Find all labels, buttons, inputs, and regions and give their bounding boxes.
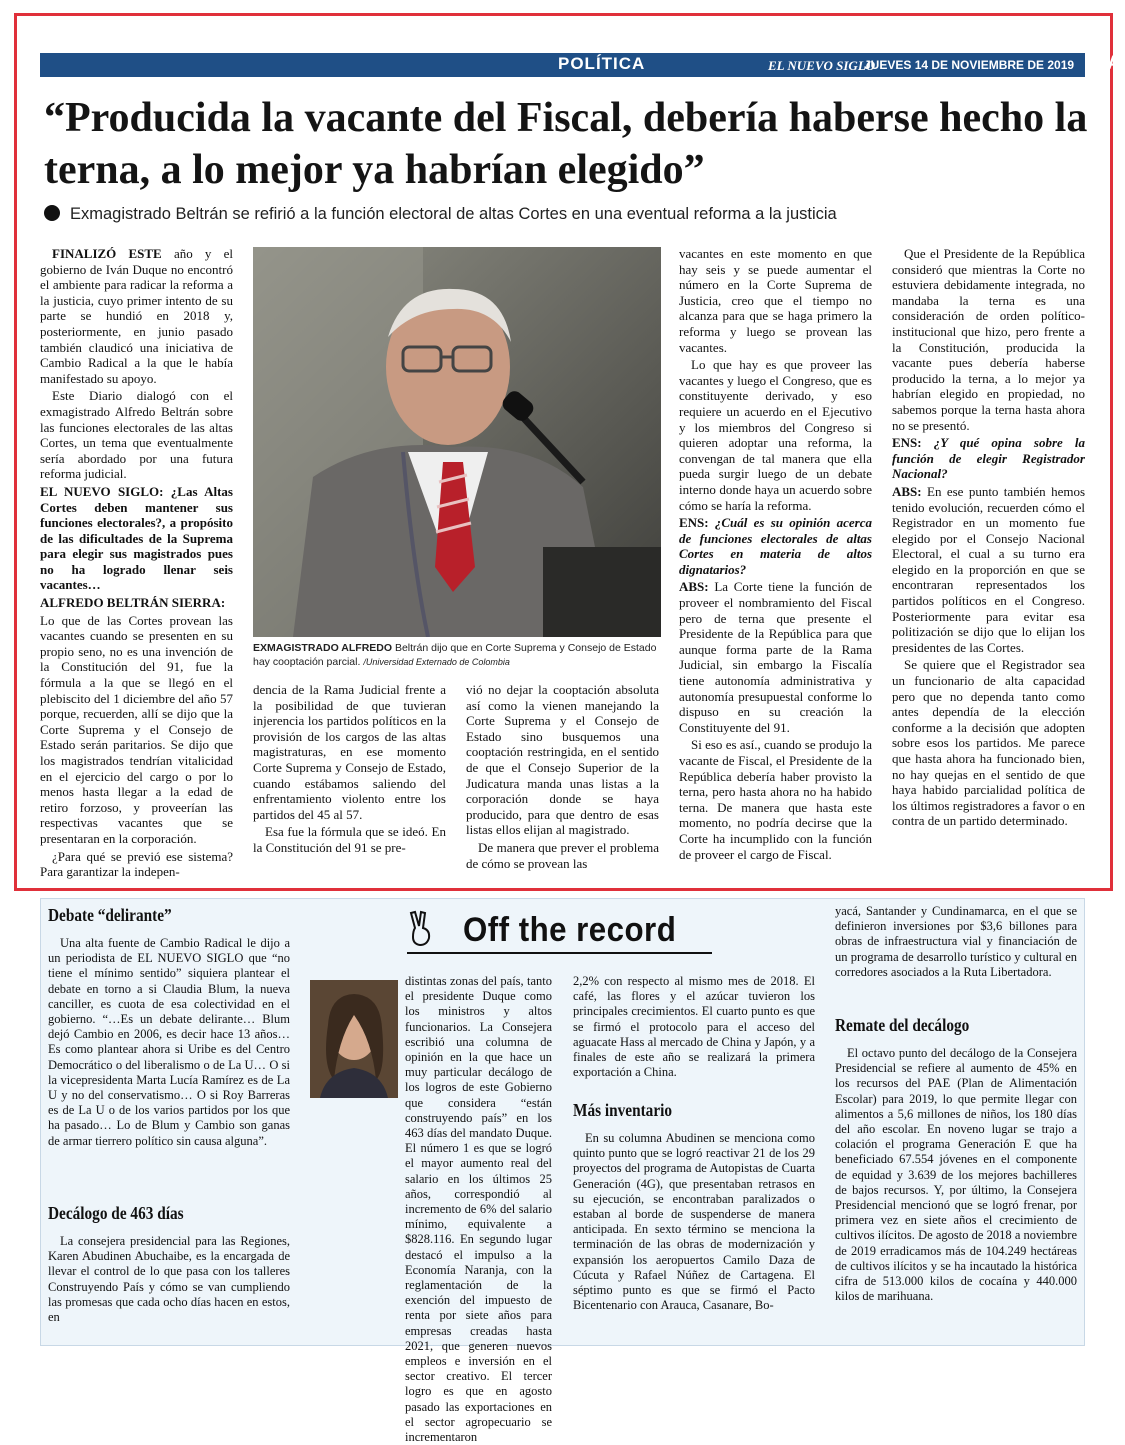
inventario-text-column [573,1131,815,1313]
article-column-3 [466,682,659,873]
interview-question: EL NUEVO SIGLO: ¿Las Altas Cortes deben mantener sus funciones electorales?, a propósito de las dificultades de la Suprema para elegir sus magistrados pues no ha logrado llenar seis vacantes… [40,483,233,593]
debate-text-column [48,936,290,1149]
debate-heading: Debate “delirante” [48,905,172,925]
article-headline: “Producida la vacante del Fiscal, debería haberse hecho la terna, a lo mejor ya habrían elegido” [44,95,1088,193]
paragraph: Que el Presidente de la República consideró que mientras la Corte no estuviera debidamente integrada, no mandaba la terna es una consideración de orden político-institucional que hizo, pero frente a la Constitución, producida la vacante pues debería haberse producido la terna, a lo mejor ya habrían elegido en propiedad, no sabemos porque la terna hasta ahora no se presentó. [892,246,1085,433]
paragraph: La consejera presidencial para las Regiones, Karen Abudinen Abuchaibe, es la encargada de llevar el control de lo que pasa con los talleres Construyendo País y cómo se van cumpliendo las promesas que cada ocho días hacen en estos, en [48,1234,290,1325]
title-underline [407,952,712,954]
paragraph: Lo que hay es que proveer las vacantes y luego el Congreso, que es constituyente derivado, y eso requiere un acuerdo en el Ejecutivo y los miembros del Congreso si quieren adoptar una reforma, la convengan de tal manera que ella pueda surgir luego de un debate interno donde haya un acuerdo sobre cómo se haría la reforma. [679,357,872,513]
paragraph: De manera que prever el problema de cómo se provean las [466,839,659,871]
decalogo-heading: Decálogo de 463 días [48,1203,184,1223]
subhead-text: Exmagistrado Beltrán se refirió a la función electoral de altas Cortes en una eventual reforma a la justicia [70,205,837,223]
paragraph: Una alta fuente de Cambio Radical le dijo a un periodista de EL NUEVO SIGLO que “no tiene el mínimo sentido” siquiera plantear el debate en torno a si Claudia Blum, la nueva canciller, es cuota de esa colectividad en el gobierno. “…Es un debate delirante… Blum dejó Cambio en 2006, es decir hace 13 años… Es como plantear ahora si Uribe es del Centro Democrático o del liberalismo o de La U… O si la vicepresidenta Marta Lucía Ramírez es de La U y no del conservatismo… O si Roy Barreras es de La U o de los varios partidos por los que ha pasado… Lo de Blum y Cambio son ganas de armar tierrero político sin causa alguna”. [48,936,290,1148]
inventario-heading: Más inventario [573,1100,673,1120]
decalogo-continuation-column [405,974,552,1445]
interview-question: ¿Cuál es su opinión acerca de funciones electorales de altas Cortes en materia de altos dignatarios? [679,515,873,577]
peace-hand-icon [408,910,434,946]
answer-label: ABS: [679,579,709,595]
interview-speaker: ALFREDO BELTRÁN SIERRA: [40,595,226,611]
paragraph: dencia de la Rama Judicial frente a la posibilidad de que tuvieran injerencia los partidos políticos en la provisión de los cargos de las altas magistraturas, en ese momento Corte Suprema y Consejo de Estado, cuando estábamos saliendo del enfrentamiento violento entre los partidos del 45 al 57. [253,682,446,822]
interview-answer: La Corte tiene la función de proveer el nombramiento del Fiscal pero de terna que presente el Presidente de la República para que aunque forma parte de la Rama Judicial, sin embargo la Fiscalía tiene autonomía administrativa y autonomía presupuestal conforme lo dispuso en su creación la Constituyente del 91. [679,579,872,735]
paragraph: distintas zonas del país, tanto el presidente Duque como los ministros y altos funcionarios. La Consejera escribió una columna de opinión en la que hace un muy particular decálogo de los logros de este Gobierno que considera “están construyendo país” en los 463 días del mandato Duque. El número 1 es que se logró el mayor aumento real del salario en los últimos 25 años, correspondió al incremento de 6% del salario mínimo, equivalente a $828.116. En segundo lugar destacó el impulso a la Economía Naranja, con la reglamentación de la exención del impuesto de renta por siete años para empresas creadas hasta 2021, que generen nuevos empleos e inversión en el sector creativo. El tercer logro es que en agosto pasado las exportaciones en el sector agropecuario se incrementaron [405,974,552,1445]
article-column-2 [253,682,446,858]
off-the-record-title: Off the record [463,911,677,949]
article-lead-in: FINALIZÓ ESTE [52,246,162,261]
question-label: ENS: [679,515,709,531]
bullet-icon [44,205,60,221]
caption-lead: EXMAGISTRADO ALFREDO [253,642,393,654]
paragraph: vacantes en este momento en que hay seis y se puede aumentar el número en la Corte Suprema de Justicia, creo que el tiempo no alcanza para que se haga primero la reforma y luego se provean las vacantes. [679,246,872,355]
newspaper-masthead: EL NUEVO SIGLO [768,58,876,73]
interview-answer: En ese punto también hemos tenido evolución, recuerden cómo el Registrador en un momento fue elegido por el Consejo Nacional Electoral, el cual a su turno era elegido en la proporción en que se encontraran representados los partidos políticos en el Congreso. Posteriormente para evitar esa politización se dijo que lo elijan los presidentes de las Cortes. [892,483,1086,655]
article-column-4 [679,246,872,864]
article-column-1 [40,246,233,882]
question-label: ENS: [892,435,922,451]
answer-label: ABS: [892,483,922,499]
remate-heading: Remate del decálogo [835,1015,970,1035]
paragraph: año y el gobierno de Iván Duque no encontró el ambiente para radicar la reforma a la justicia, cuyo primer intento de su parte se hundió en 2018 y, posteriormente, en junio pasado también claudicó una iniciativa de Cambio Radical a la que le había manifestado su apoyo. [40,246,233,386]
page-number: 13A [1086,53,1121,74]
remate-text-column [835,1046,1077,1304]
photo-caption [253,641,658,669]
paragraph: ¿Para qué se previó ese sistema? Para garantizar la indepen- [40,848,233,880]
article-subhead [44,205,1104,224]
consejera-portrait [310,980,398,1098]
paragraph: yacá, Santander y Cundinamarca, en el que se definieron inversiones por $3,6 billones para obras de infraestructura vial y financiación de un programa de desarrollo turístico y cultural en corredores asociados a la Ruta Libertadora. [835,904,1077,979]
interview-question: ¿Y qué opina sobre la función de elegir Registrador Nacional? [892,435,1086,482]
logros-column [573,974,815,1080]
paragraph: Este Diario dialogó con el exmagistrado Alfredo Beltrán sobre las funciones electorales de las altas Cortes, un tema que eventualmente sería abordado por una futura reforma judicial. [40,388,233,482]
paragraph: Se quiere que el Registrador sea un funcionario de alta capacidad pero que no dependa tanto como antes dependía de la elección conforme a la decisión que adopten sobre esos los partidos. Me parece que hasta ahora ha funcionado bien, no hay quejas en el sentido de que haya habido parcialidad política de los últimos registradores a favor o en contra de un partido determinado. [892,657,1085,829]
paragraph: Lo que de las Cortes provean las vacantes cuando se presenten en su propio seno, no es una invención de la Constitución del 91, fue la fórmula a la que se llegó en el plebiscito del 1 diciembre del año 57 porque, recuerden, allí se dijo que la Corte Suprema y el Consejo de Estado serán paritarios. Se dijo que los magistrados tendrían vitalicidad en el ejercicio del cargo o por lo menos hasta llegar a la edad de retiro forzoso, y proveerían las respectivas vacantes que se presentaran en la corporación. [40,612,233,846]
decalogo-text-column [48,1234,290,1325]
paragraph: Si eso es así., cuando se produjo la vacante de Fiscal, el Presidente de la República debería haber provisto la terna, pero hasta ahora no ha habido terna. De manera que hasta este momento, no podría decirse que la Corte ha incumplido con la función de proveer el cargo de Fiscal. [679,737,872,862]
photo-credit: /Universidad Externado de Colombia [363,657,510,667]
caption-text: Beltrán dijo que en Corte Suprema y Consejo de Estado hay cooptación parcial. [253,642,657,668]
paragraph: Esa fue la fórmula que se ideó. En la Constitución del 91 se pre- [253,824,446,855]
paragraph: El octavo punto del decálogo de la Consejera Presidencial se refiere al aumento de 45% en los recursos del PAE (Plan de Alimentación Escolar) para 2019, lo que permite llegar con alimentos a 5,6 millones de niños, los 180 días del año escolar. En noveno lugar se trajo a colación el programa Generación E que ha beneficiado 67.554 jóvenes en el componente de equidad y 3.639 de los mejores bachilleres de bajos recursos. Y, por último, la Consejera Presidencial mencionó que se logró frenar, por primera vez en siete años el crecimiento de cultivos ilícitos. De agosto de 2018 a noviembre de 2019 erradicamos más de 104.249 hectáreas de cultivos ilícitos y se ha incautado la histórica cifra de 513.000 kilos de cocaína y 440.000 kilos de marihuana. [835,1046,1077,1304]
paragraph: 2,2% con respecto al mismo mes de 2018. El café, las flores y el azúcar tuvieron los principales crecimientos. El cuarto punto es que se firmó el protocolo para el acceso del aguacate Hass al mercado de China y Japón, y a finales de este año se realizará la primera exportación a China. [573,974,815,1080]
paragraph: En su columna Abudinen se menciona como quinto punto que se logró reactivar 21 de los 29 proyectos del programa de Autopistas de Cuarta Generación (4G), que presentaban retrasos en su ejecución, se encontraban paralizados o estaban al borde de suspenderse de manera anticipada. En sexto término se menciona la terminación de las obras de modernización y expansión los aeropuertos Camilo Daza de Cúcuta y Rafael Núñez de Cartagena. El séptimo punto es que se firmó el Pacto Bicentenario con Arauca, Casanare, Bo- [573,1131,815,1313]
section-label: POLÍTICA [558,54,646,73]
bicentenario-column [835,904,1077,980]
article-photo [253,247,661,637]
section-header-bar [40,53,1121,77]
paragraph: vió no dejar la cooptación absoluta así como la vienen manejando la Corte Suprema y el Consejo de Estado sino busquemos una cooptación restringida, en el sentido de que el Consejo Superior de la Judicatura manda unas listas a la corporación donde se haya producido, para que dentro de esas listas ellos elijan al magistrado. [466,682,659,838]
issue-date: JUEVES 14 DE NOVIEMBRE DE 2019 [864,58,1075,72]
article-column-5 [892,246,1085,831]
